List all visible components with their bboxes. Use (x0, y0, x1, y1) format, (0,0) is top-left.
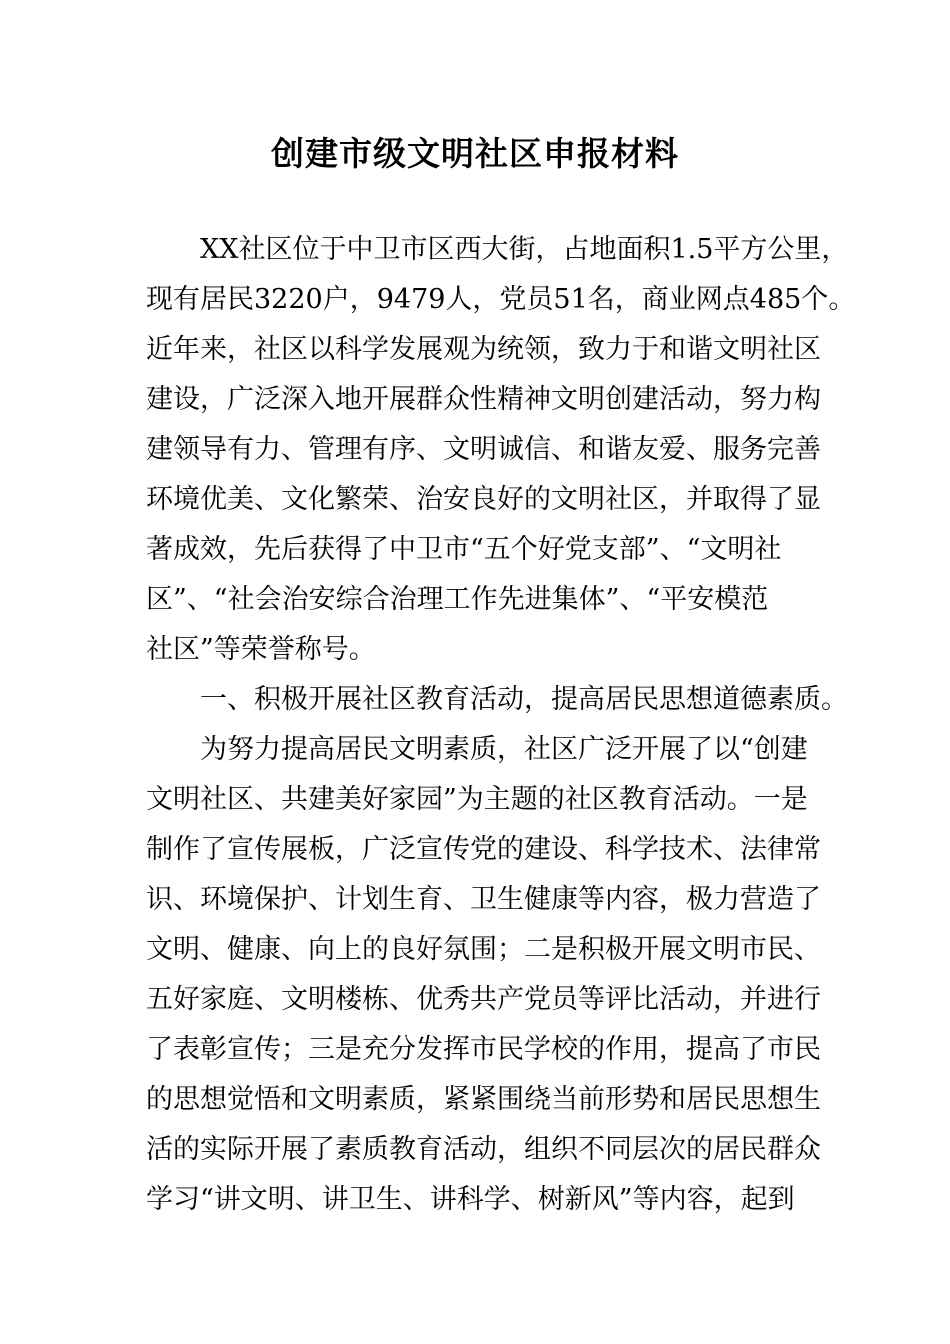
body-line: 的思想觉悟和文明素质，紧紧围绕当前形势和居民思想生 (146, 1084, 821, 1115)
body-line: 五好家庭、文明楼栋、优秀共产党员等评比活动，并进行 (146, 984, 821, 1015)
body-line: 现有居民3220户，9479人，党员51名，商业网点485个。 (146, 284, 856, 315)
body-line: 为努力提高居民文明素质，社区广泛开展了以“创建 (200, 734, 808, 765)
body-line: 环境优美、文化繁荣、治安良好的文明社区，并取得了显 (146, 484, 821, 515)
body-line: 著成效，先后获得了中卫市“五个好党支部”、“文明社 (146, 534, 782, 565)
section-heading: 一、积极开展社区教育活动，提高居民思想道德素质。 (200, 684, 848, 715)
body-line: 了表彰宣传；三是充分发挥市民学校的作用，提高了市民 (146, 1034, 821, 1065)
body-line: 文明、健康、向上的良好氛围；二是积极开展文明市民、 (146, 934, 821, 965)
body-line: 区”、“社会治安综合治理工作先进集体”、“平安模范 (146, 584, 769, 615)
body-line: 近年来，社区以科学发展观为统领，致力于和谐文明社区 (146, 334, 821, 365)
document-title: 创建市级文明社区申报材料 (271, 134, 679, 173)
body-line: 建设，广泛深入地开展群众性精神文明创建活动，努力构 (146, 384, 821, 415)
body-line: 建领导有力、管理有序、文明诚信、和谐友爱、服务完善 (146, 434, 821, 465)
body-line: 活的实际开展了素质教育活动，组织不同层次的居民群众 (146, 1134, 821, 1165)
body-line: XX社区位于中卫市区西大街，占地面积1.5平方公里， (200, 234, 849, 265)
body-line: 识、环境保护、计划生育、卫生健康等内容，极力营造了 (146, 884, 821, 915)
body-line: 学习“讲文明、讲卫生、讲科学、树新风”等内容，起到 (146, 1184, 795, 1215)
body-line: 制作了宣传展板，广泛宣传党的建设、科学技术、法律常 (146, 834, 821, 865)
body-line: 社区”等荣誉称号。 (146, 634, 376, 665)
body-line: 文明社区、共建美好家园”为主题的社区教育活动。一是 (146, 784, 808, 815)
